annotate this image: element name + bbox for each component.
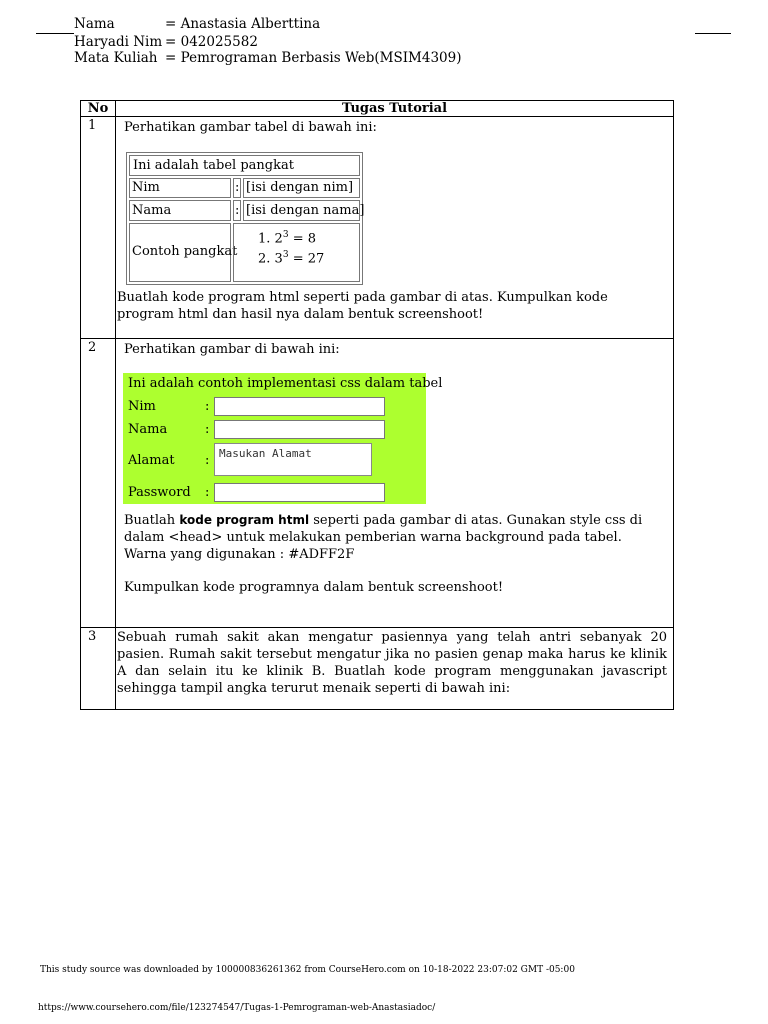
- pangkat-nim-value: [isi dengan nim]: [246, 180, 354, 195]
- row-number: 1: [81, 117, 116, 339]
- row2-instruction-bold: kode program html: [179, 513, 310, 527]
- pangkat-nama-value: [isi dengan nama]: [246, 203, 365, 218]
- header-label-nim: Haryadi Nim: [74, 34, 163, 50]
- header-tugas: Tugas Tutorial: [116, 101, 674, 117]
- row1-instruction: Buatlah kode program html seperti pada gambar di atas. Kumpulkan kode program html dan hasil nya dalam bentuk screenshoot!: [117, 290, 608, 322]
- row1-intro: Perhatikan gambar tabel di bawah ini:: [124, 120, 377, 135]
- pangkat-example-label: Contoh pangkat: [132, 244, 238, 259]
- pangkat-title: Ini adalah tabel pangkat: [133, 158, 294, 173]
- row3-text: Sebuah rumah sakit akan mengatur pasiennya yang telah antri sebanyak 20 pasien. Rumah sakit tersebut mengatur jika no pasien genap maka harus ke klinik A dan selain itu ke klinik B. Buatlah kode program menggunakan javascript sehingga tampil angka terurut menaik seperti di bawah ini:: [117, 630, 667, 696]
- pangkat-nama-value-cell: [243, 200, 365, 221]
- pangkat-title-cell: [129, 155, 360, 176]
- row2-intro: Perhatikan gambar di bawah ini:: [124, 342, 340, 357]
- list-exp: 3: [282, 250, 289, 260]
- nama-input[interactable]: [214, 420, 385, 439]
- form-label-password: Password: [128, 485, 191, 500]
- alamat-textarea[interactable]: Masukan Alamat: [214, 443, 372, 476]
- form-sep-nim: :: [205, 399, 210, 414]
- header-value-matakuliah: = Pemrograman Berbasis Web(MSIM4309): [165, 50, 462, 66]
- source-footer: This study source was downloaded by 100000836261362 from CourseHero.com on 10-18-2022 23:07:02 GMT -05:00: [40, 965, 575, 975]
- css-form-sample: [123, 373, 443, 504]
- header-underline-right: [695, 33, 731, 34]
- source-url[interactable]: https://www.coursehero.com/file/123274547/Tugas-1-Pemrograman-web-Anastasiadoc/: [38, 1003, 436, 1013]
- pangkat-nim-sep-cell: [233, 178, 241, 198]
- header-underline-left: [36, 33, 74, 34]
- header-label-nama: Nama: [74, 16, 115, 32]
- pangkat-nim-sep: :: [235, 180, 240, 195]
- nim-input[interactable]: [214, 397, 385, 416]
- header-value-nama: = Anastasia Alberttina: [165, 16, 321, 32]
- list-num: 2.: [258, 251, 271, 267]
- form-label-nim: Nim: [128, 399, 156, 414]
- form-sep-password: :: [205, 485, 210, 500]
- list-base: 3: [274, 251, 283, 267]
- row2-instruction: [124, 512, 662, 563]
- pangkat-nama-label-cell: [129, 200, 231, 221]
- form-label-alamat: Alamat: [128, 453, 175, 468]
- list-num: 1.: [258, 231, 271, 247]
- password-input[interactable]: [214, 483, 385, 502]
- row2-instruction-part-a: Buatlah: [124, 513, 180, 528]
- pangkat-nim-label: Nim: [132, 180, 160, 195]
- pangkat-nim-value-cell: [243, 178, 360, 198]
- header-label-matakuliah: Mata Kuliah: [74, 50, 158, 66]
- list-exp: 3: [282, 230, 289, 240]
- pangkat-list-item-2: [258, 250, 324, 266]
- form-label-nama: Nama: [128, 422, 168, 437]
- pangkat-example-list-cell: [233, 223, 360, 282]
- pangkat-nama-sep-cell: [233, 200, 241, 221]
- list-result: = 8: [292, 231, 316, 247]
- list-result: = 27: [292, 251, 325, 267]
- table-header-row: [81, 101, 674, 117]
- pangkat-nim-label-cell: [129, 178, 231, 198]
- pangkat-sample-table: [126, 152, 363, 285]
- list-base: 2: [274, 231, 283, 247]
- row-number: 2: [81, 339, 116, 628]
- row2-instruction-2: Kumpulkan kode programnya dalam bentuk screenshoot!: [124, 580, 504, 595]
- row-number: 3: [81, 628, 116, 710]
- pangkat-nama-label: Nama: [132, 203, 172, 218]
- pangkat-example-label-cell: [129, 223, 238, 282]
- pangkat-nama-sep: :: [235, 203, 240, 218]
- pangkat-list-item-1: [258, 230, 316, 246]
- row2-instruction-part-b: seperti pada gambar di atas. Gunakan style css di dalam <head> untuk melakukan pemberian warna background pada tabel. Warna yang digunakan : #ADFF2F: [124, 513, 643, 562]
- form-sep-nama: :: [205, 422, 210, 437]
- header-no: No: [81, 101, 116, 117]
- form-title: Ini adalah contoh implementasi css dalam tabel: [128, 376, 443, 391]
- form-sep-alamat: :: [205, 453, 210, 468]
- header-value-nim: = 042025582: [165, 34, 258, 50]
